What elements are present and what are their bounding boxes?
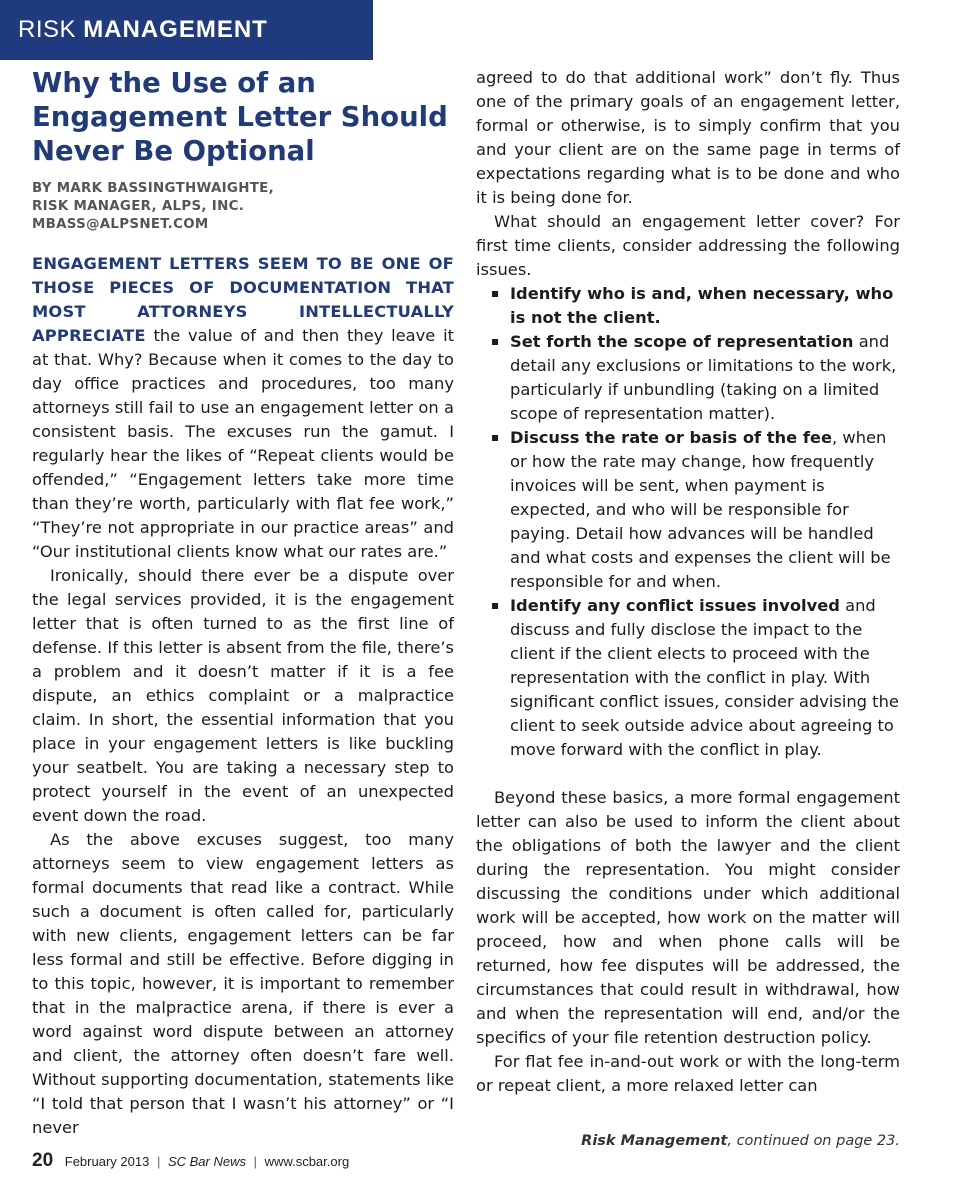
continued-text: , continued on page 23.: [727, 1133, 900, 1149]
paragraph-5: Beyond these basics, a more formal engagement letter can also be used to inform the client about the obligations of both the lawyer and the client during the representation. You might consider discussing the conditions under which additional work will be accepted, how work on the matter will proceed, how and when phone calls will be returned, how fee disputes will be addressed, the circumstances that could result in withdrawal, how and when the representation will end, and/or the specifics of your file retention destruction policy.: [476, 788, 900, 1047]
paragraph-3-continued: agreed to do that additional work” don’t fly. Thus one of the primary goals of an engagement letter, formal or otherwise, is to simply confirm that you and your client are on the same page in terms of expectations regarding what is to be done and who it is being done for.: [476, 68, 900, 207]
lead-in: ENGAGEMENT LETTERS SEEM TO BE ONE OF THOSE PIECES OF DOCUMENTATION THAT MOST ATTORNEYS INTELLECTUALLY APPRECIATE: [32, 254, 454, 345]
paragraph-1-text: the value of and then they leave it at that. Why? Because when it comes to the day to day office practices and procedures, too many attorneys still fail to use an engagement letter on a consistent basis. The excuses run the gamut. I regularly hear the likes of “Repeat clients would be offended,” “Engagement letters take more time than they’re worth, particularly with flat fee work,” “They’re not appropriate in our practice areas” and “Our institutional clients know what our rates are.”: [32, 326, 454, 561]
byline-role: RISK MANAGER, ALPS, INC.: [32, 199, 245, 214]
left-column: [32, 66, 454, 1140]
issue-date: February 2013: [64, 1154, 150, 1169]
list-item: Identify any conflict issues involved and discuss and fully disclose the impact to the client if the client elects to proceed with the representation with the conflict in play. With significant conflict issues, consider advising the client to seek outside advice about agreeing to move forward with the conflict in play.: [492, 594, 900, 762]
separator: |: [253, 1154, 258, 1169]
article-title: Why the Use of an Engagement Letter Should Never Be Optional: [32, 67, 448, 167]
byline-email: MBASS@ALPSNET.COM: [32, 217, 209, 232]
section-label-bold: MANAGEMENT: [83, 16, 268, 43]
paragraph-6: For flat fee in-and-out work or with the long-term or repeat client, a more relaxed letter can: [476, 1052, 900, 1095]
bullet-icon: [492, 435, 498, 441]
list-item: Set forth the scope of representation and detail any exclusions or limitations to the work, particularly if unbundling (taking on a limited scope of representation matter).: [492, 330, 900, 426]
bullet-icon: [492, 603, 498, 609]
paragraph-4: What should an engagement letter cover? For first time clients, consider addressing the following issues.: [476, 212, 900, 279]
list-item: Identify who is and, when necessary, who is not the client.: [492, 282, 900, 330]
continued-note: [581, 1133, 900, 1149]
bullet-icon: [492, 339, 498, 345]
paragraph-2: Ironically, should there ever be a dispute over the legal services provided, it is the engagement letter that is often turned to as the first line of defense. If this letter is absent from the file, there’s a problem and it doesn’t matter if it is a fee dispute, an ethics complaint or a malpractice claim. In short, the essential information that you place in your engagement letters is like buckling your seatbelt. You are taking a necessary step to protect yourself in the event of an unexpected event down the road.: [32, 566, 454, 825]
paragraph-3: As the above excuses suggest, too many attorneys seem to view engagement letters as formal documents that read like a contract. While such a document is often called for, particularly with new clients, engagement letters can be far less formal and still be effective. Before digging in to this topic, however, it is important to remember that in the malpractice arena, if there is ever a word against word dispute between an attorney and client, the attorney often doesn’t fare well. Without supporting documentation, statements like “I told that person that I wasn’t his attorney” or “I never: [32, 830, 454, 1137]
section-label-light: RISK: [18, 16, 77, 43]
bullet-list: [476, 282, 900, 762]
continued-section: Risk Management: [581, 1133, 728, 1149]
publication-name: SC Bar News: [167, 1154, 246, 1169]
section-banner: [0, 0, 373, 60]
bullet-icon: [492, 291, 498, 297]
right-column: [476, 66, 900, 1098]
paragraph-1: [32, 252, 454, 564]
separator: |: [156, 1154, 161, 1169]
list-item: Discuss the rate or basis of the fee, when or how the rate may change, how frequently invoices will be sent, when payment is expected, and who will be responsible for paying. Detail how advances will be handled and what costs and expenses the client will be responsible for and when.: [492, 426, 900, 594]
byline-author: BY MARK BASSINGTHWAIGHTE,: [32, 181, 274, 196]
byline: [32, 180, 454, 234]
page-number: 20: [32, 1150, 54, 1171]
page-footer: [32, 1150, 349, 1172]
website-link[interactable]: www.scbar.org: [264, 1154, 350, 1169]
